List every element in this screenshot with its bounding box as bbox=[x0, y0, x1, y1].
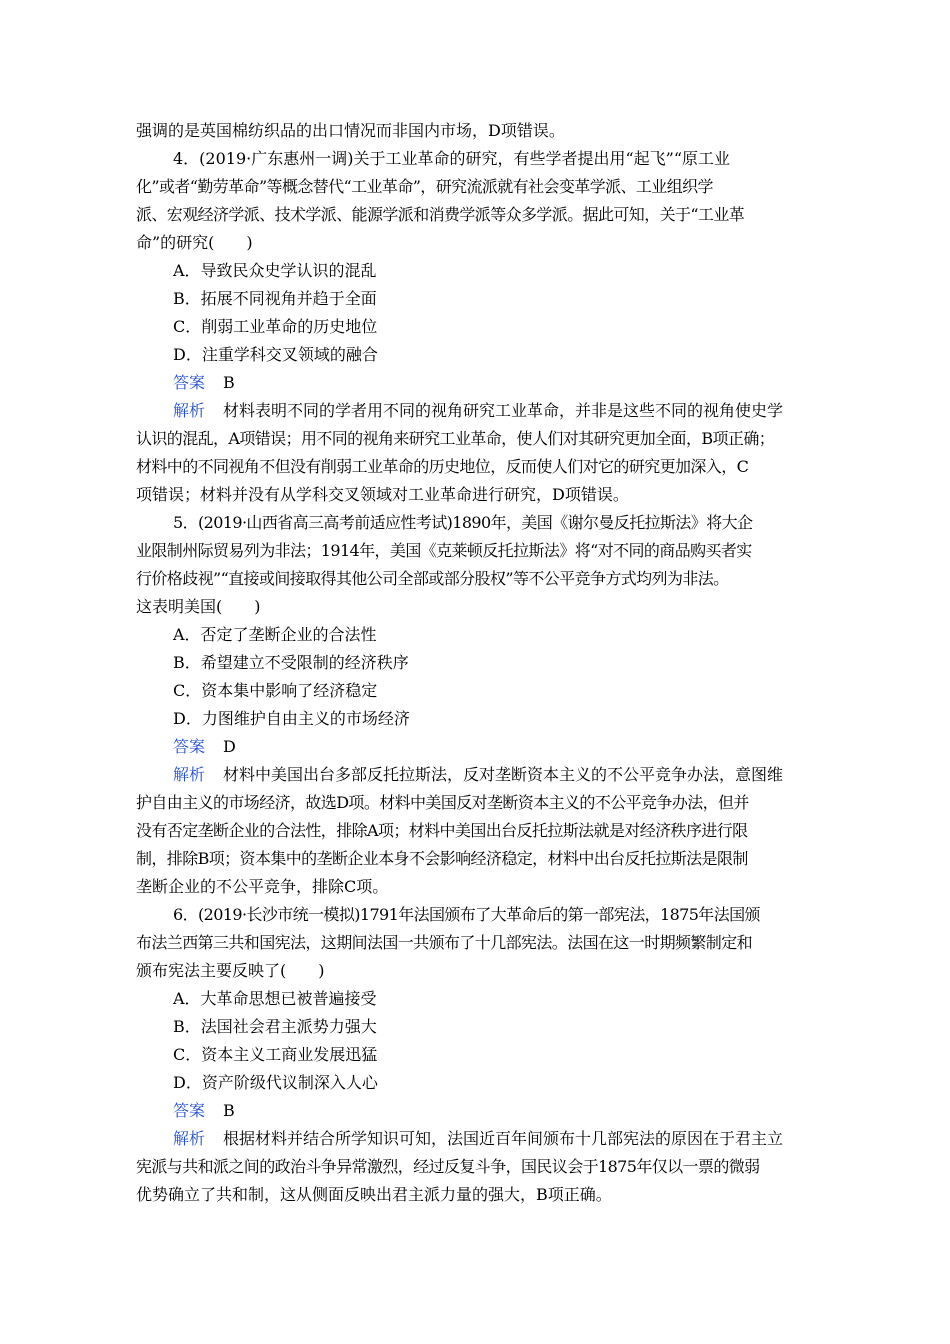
q6-analysis-line: 优势确立了共和制，这从侧面反映出君主派力量的强大，B项正确。 bbox=[136, 1185, 612, 1204]
q6-analysis-first bbox=[136, 1125, 814, 1153]
q5-stem-line: 行价格歧视”“直接或间接取得其他公司全部或部分股权”等不公平竞争方式均列为非法。 bbox=[136, 569, 729, 588]
analysis-text: 材料表明不同的学者用不同的视角研究工业革命，并非是这些不同的视角使史学 bbox=[223, 401, 784, 420]
q6-option-c: C．资本主义工商业发展迅猛 bbox=[173, 1045, 378, 1064]
document-page bbox=[136, 117, 814, 1209]
q6-stem-line: 布法兰西第三共和国宪法，这期间法国一共颁布了十几部宪法。法国在这一时期频繁制定和 bbox=[136, 933, 753, 952]
q6-analysis-line: 宪派与共和派之间的政治斗争异常激烈，经过反复斗争，国民议会于1875年仅以一票的微弱 bbox=[136, 1157, 760, 1176]
q5-option-a: A．否定了垄断企业的合法性 bbox=[173, 625, 377, 644]
q4-analysis-line: 认识的混乱，A项错误；用不同的视角来研究工业革命，使人们对其研究更加全面，B项正确； bbox=[136, 429, 775, 448]
q5-stem-line: 业限制州际贸易列为非法；1914年，美国《克莱顿反托拉斯法》将“对不同的商品购买者实 bbox=[136, 541, 752, 560]
q5-stem-line: 这表明美国( ) bbox=[136, 597, 261, 616]
q5-analysis-line: 没有否定垄断企业的合法性，排除A项；材料中美国出台反托拉斯法就是对经济秩序进行限 bbox=[136, 821, 748, 840]
intro-line: 强调的是英国棉纺织品的出口情况而非国内市场，D项错误。 bbox=[136, 121, 565, 140]
q4-option-a: A．导致民众史学认识的混乱 bbox=[173, 261, 377, 280]
q4-analysis-line: 项错误；材料并没有从学科交叉领域对工业革命进行研究，D项错误。 bbox=[136, 485, 629, 504]
q4-analysis-line: 材料中的不同视角不但没有削弱工业革命的历史地位，反而使人们对它的研究更加深入，C bbox=[136, 457, 749, 476]
answer-label: 答案 bbox=[173, 737, 206, 756]
answer-label: 答案 bbox=[173, 373, 206, 392]
q5-option-b: B．希望建立不受限制的经济秩序 bbox=[173, 653, 409, 672]
answer-label: 答案 bbox=[173, 1101, 206, 1120]
q6-stem-line: 6．(2019·长沙市统一模拟)1791年法国颁布了大革命后的第一部宪法，1875年法国颁 bbox=[173, 905, 760, 924]
q5-answer bbox=[136, 733, 814, 761]
answer-value: B bbox=[223, 373, 235, 392]
q4-option-c: C．削弱工业革命的历史地位 bbox=[173, 317, 378, 336]
q5-analysis-line: 制，排除B项；资本集中的垄断企业本身不会影响经济稳定，材料中出台反托拉斯法是限制 bbox=[136, 849, 748, 868]
q5-analysis-line: 护自由主义的市场经济，故选D项。材料中美国反对垄断资本主义的不公平竞争办法，但并 bbox=[136, 793, 749, 812]
analysis-text: 根据材料并结合所学知识可知，法国近百年间颁布十几部宪法的原因在于君主立 bbox=[223, 1129, 784, 1148]
q4-stem-line: 4．(2019·广东惠州一调)关于工业革命的研究，有些学者提出用“起飞”“原工业 bbox=[173, 149, 731, 168]
analysis-label: 解析 bbox=[173, 1129, 206, 1148]
q6-option-a: A．大革命思想已被普遍接受 bbox=[173, 989, 377, 1008]
q4-option-d: D．注重学科交叉领域的融合 bbox=[173, 345, 378, 364]
analysis-text: 材料中美国出台多部反托拉斯法，反对垄断资本主义的不公平竞争办法，意图维 bbox=[223, 765, 784, 784]
question-5 bbox=[136, 509, 814, 901]
question-4 bbox=[136, 145, 814, 509]
q5-analysis-line: 垄断企业的不公平竞争，排除C项。 bbox=[136, 877, 389, 896]
q5-option-c: C．资本集中影响了经济稳定 bbox=[173, 681, 378, 700]
q6-option-d: D．资产阶级代议制深入人心 bbox=[173, 1073, 378, 1092]
q4-analysis-first bbox=[136, 397, 814, 425]
question-6 bbox=[136, 901, 814, 1209]
q6-stem-line: 颁布宪法主要反映了( ) bbox=[136, 961, 325, 980]
q5-option-d: D．力图维护自由主义的市场经济 bbox=[173, 709, 410, 728]
q6-option-b: B．法国社会君主派势力强大 bbox=[173, 1017, 377, 1036]
q5-analysis-first bbox=[136, 761, 814, 789]
answer-value: B bbox=[223, 1101, 235, 1120]
analysis-label: 解析 bbox=[173, 401, 206, 420]
analysis-label: 解析 bbox=[173, 765, 206, 784]
q4-stem-line: 化”或者“勤劳革命”等概念替代“工业革命”，研究流派就有社会变革学派、工业组织学 bbox=[136, 177, 713, 196]
q5-stem-line: 5．(2019·山西省高三高考前适应性考试)1890年，美国《谢尔曼反托拉斯法》将大企 bbox=[173, 513, 753, 532]
q4-answer bbox=[136, 369, 814, 397]
q4-option-b: B．拓展不同视角并趋于全面 bbox=[173, 289, 377, 308]
q6-answer bbox=[136, 1097, 814, 1125]
q4-stem-line: 派、宏观经济学派、技术学派、能源学派和消费学派等众多学派。据此可知，关于“工业革 bbox=[136, 205, 745, 224]
answer-value: D bbox=[223, 737, 236, 756]
q4-stem-line: 命”的研究( ) bbox=[136, 233, 253, 252]
